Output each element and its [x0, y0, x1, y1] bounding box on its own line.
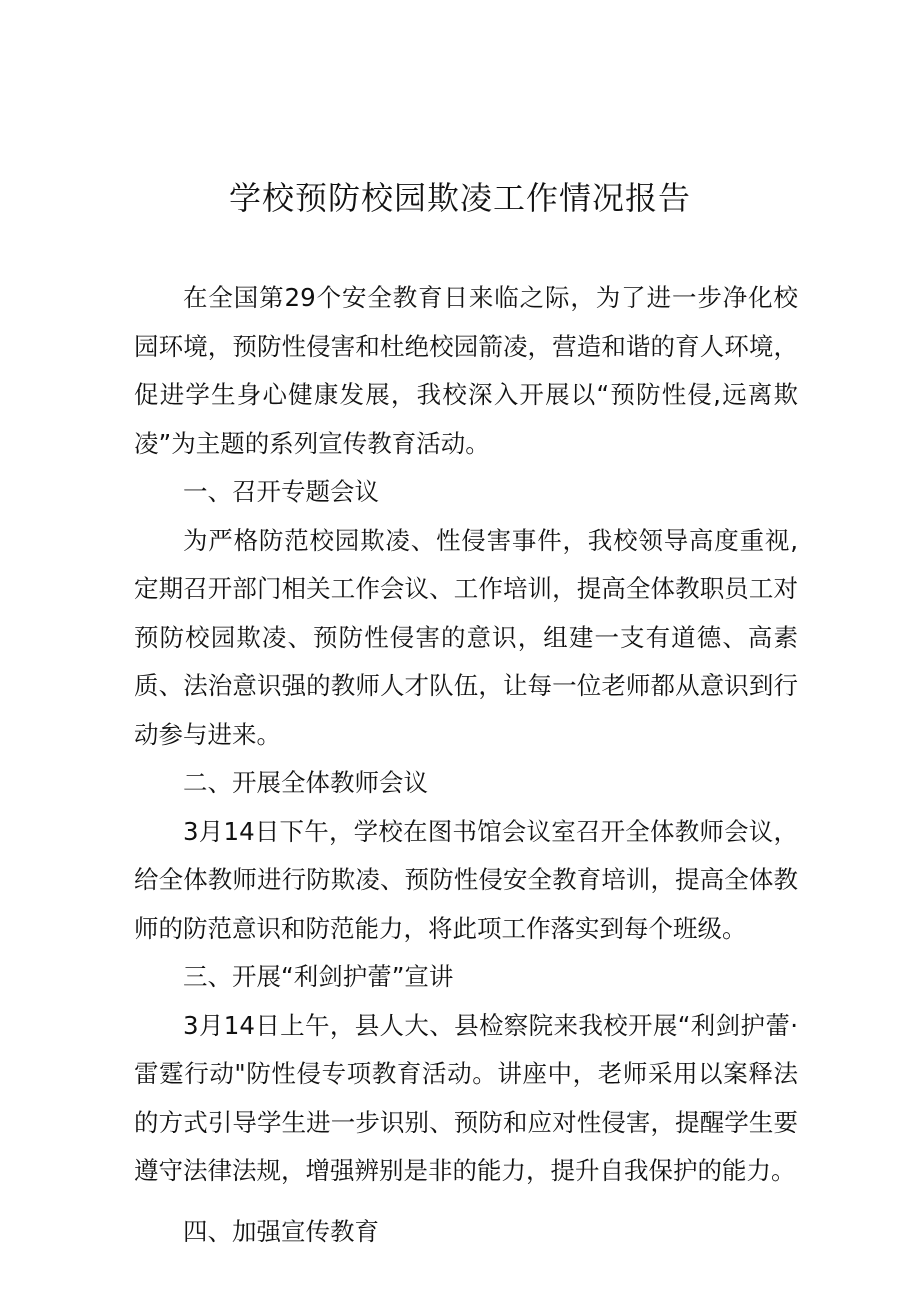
- document-body: [134, 274, 798, 1256]
- section-heading-3: 三、开展“利剑护蕾”宣讲: [183, 962, 454, 991]
- section-heading-4: 四、加强宣传教育: [183, 1216, 379, 1246]
- section-paragraph-1: 为严格防范校园欺凌、性侵害事件，我校领导高度重视,定期召开部门相关工作会议、工作培训，提高全体教职员工对预防校园欺凌、预防性侵害的意识，组建一支有道德、高素质、法治意识强的教师人才队伍，让每一位老师都从意识到行动参与进来。: [134, 525, 798, 749]
- section-heading-1: 一、召开专题会议: [183, 477, 379, 506]
- document-title: 学校预防校园欺凌工作情况报告: [228, 179, 691, 217]
- section-paragraph-3: 3月14日上午，县人大、县检察院来我校开展“利剑护蕾·雷霆行动"防性侵专项教育活动。讲座中，老师采用以案释法的方式引导学生进一步识别、预防和应对性侵害，提醒学生要遵守法律法规，增强辨别是非的能力，提升自我保护的能力。: [134, 1010, 798, 1185]
- intro-paragraph: 在全国第29个安全教育日来临之际，为了进一步净化校园环境，预防性侵害和杜绝校园箭凌，营造和谐的育人环境，促进学生身心健康发展，我校深入开展以“预防性侵,远离欺凌”为主题的系列宣传教育活动。: [134, 283, 798, 458]
- section-heading-2: 二、开展全体教师会议: [183, 768, 428, 797]
- section-paragraph-2: 3月14日下午，学校在图书馆会议室召开全体教师会议，给全体教师进行防欺凌、预防性侵安全教育培训，提高全体教师的防范意识和防范能力，将此项工作落实到每个班级。: [134, 816, 798, 943]
